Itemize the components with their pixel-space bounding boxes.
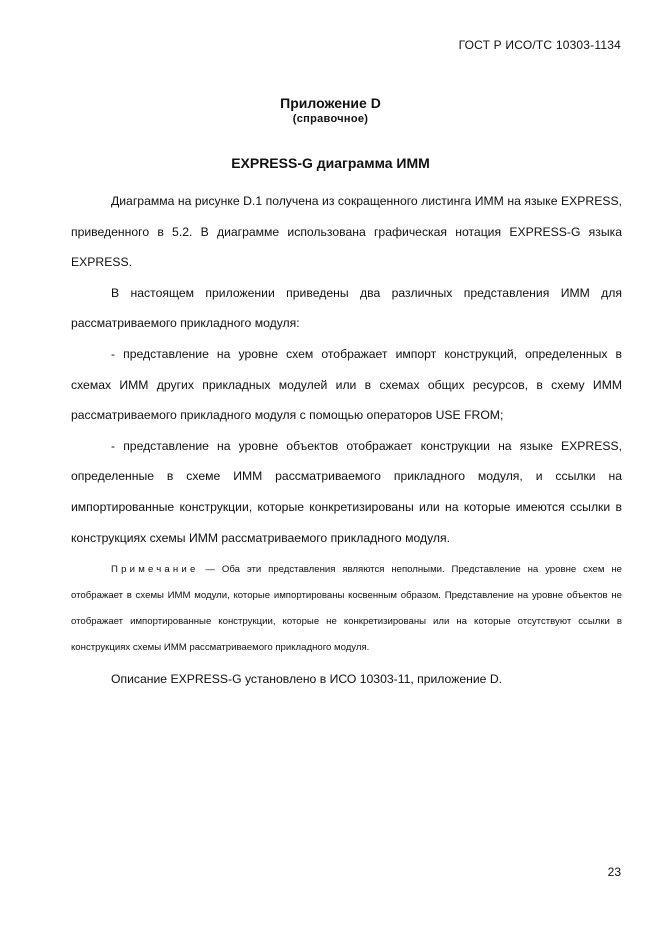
note-text: Оба эти представления являются неполными. Представление на уровне схем не отображает в схемы ИММ модули, которые импортированы косвенным образом. Представление на уровне объектов не отображает импортированные конструкции, которые не конкретизированы или на которые отсутствуют ссылки в конструкциях схемы ИММ рассматриваемого прикладного модуля. [71,564,622,654]
appendix-subtitle: (справочное) [292,113,369,125]
note-dash: — [205,564,215,576]
document-body [71,186,622,695]
section-heading: EXPRESS-G диаграмма ИММ [231,155,430,171]
list-item-schema-level: - представление на уровне схем отображает импорт конструкций, определенных в схемах ИММ других прикладных модулей или в схемах общих ресурсов, в схему ИММ рассматриваемого прикладного модуля с помощью операторов USE FROM; [71,346,622,423]
closing-paragraph: Описание EXPRESS-G установлено в ИСО 10303-11, приложение D. [111,672,503,687]
page-header-standard-id: ГОСТ Р ИСО/ТС 10303-1134 [458,38,621,52]
page-number: 23 [607,865,621,879]
list-item-object-level: - представление на уровне объектов отображает конструкции на языке EXPRESS, определенные в схеме ИММ рассматриваемого прикладного модуля, и ссылки на импортированные конструкции, которые конкретизированы или на которые имеются ссылки в конструкциях схемы ИММ рассматриваемого прикладного модуля. [71,438,622,545]
paragraph-2: В настоящем приложении приведены два различных представления ИММ для рассматриваемого прикладного модуля: [71,285,622,331]
note-paragraph [71,557,622,661]
paragraph-1: Диаграмма на рисунке D.1 получена из сокращенного листинга ИММ на языке EXPRESS, приведенного в 5.2. В диаграмме использована графическая нотация EXPRESS-G языка EXPRESS. [71,194,622,270]
appendix-title: Приложение D [280,95,381,111]
note-label: Примечание [111,564,199,576]
